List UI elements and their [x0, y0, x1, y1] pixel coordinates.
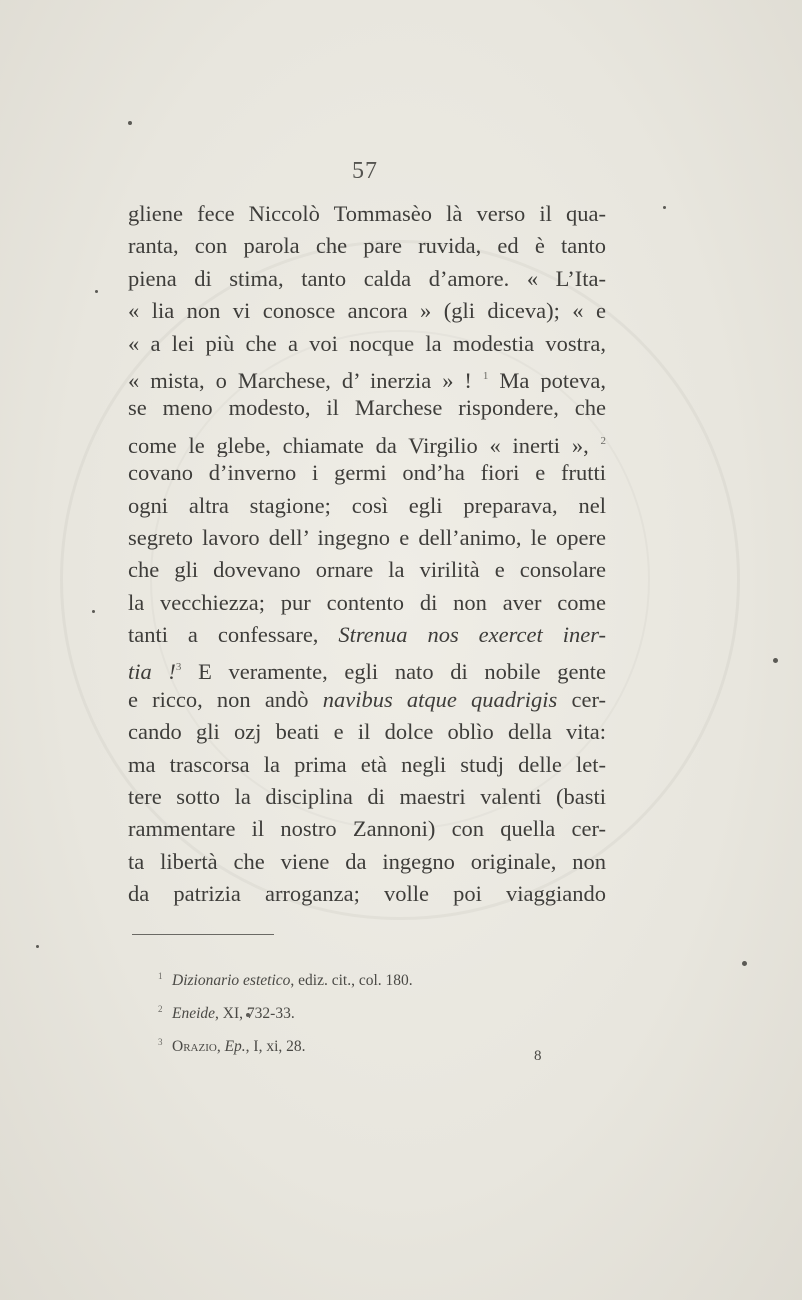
footnote-ref: 1: [482, 369, 489, 382]
text-line: se meno modesto, il Marchese rispondere, che: [128, 395, 606, 421]
footnote-separator: ,: [216, 1038, 225, 1055]
text-segment: e ricco, non andò: [128, 686, 323, 712]
footnote-title: Ep.: [224, 1038, 246, 1055]
footnote-ref: 2: [600, 434, 606, 447]
footnotes: [158, 962, 578, 1061]
page-number: 57: [352, 158, 378, 184]
paper-speck: [742, 961, 747, 966]
text-line: segreto lavoro dell’ ingegno e dell’animo, le opere: [128, 524, 606, 550]
text-line: covano d’inverno i germi ond’ha fiori e frutti: [128, 460, 606, 486]
footnote: [158, 962, 578, 995]
text-line: che gli dovevano ornare la virilità e consolare: [128, 557, 606, 583]
text-line: ogni altra stagione; così egli preparava, nel: [128, 492, 606, 518]
footnote-author: Orazio: [172, 1038, 217, 1055]
latin-quote: navibus atque quadrigis: [322, 686, 558, 712]
text-segment: cer-: [571, 686, 606, 712]
footnote-mark: 3: [158, 1037, 163, 1047]
text-line: [128, 619, 606, 651]
paper-speck: [663, 206, 666, 209]
text-line: [128, 360, 606, 392]
text-segment: E veramente, egli nato di nobile gente: [198, 659, 606, 684]
footnote-mark: 2: [158, 1004, 163, 1014]
latin-quote: tia !: [128, 659, 176, 684]
footnote: [158, 1028, 578, 1061]
footnote-rule: [132, 934, 274, 935]
text-line: cando gli ozj beati e il dolce oblìo della vita:: [128, 719, 606, 745]
footnote-text: , I, xi, 28.: [245, 1038, 306, 1055]
paper-speck: [773, 658, 778, 663]
text-line: gliene fece Niccolò Tommasèo là verso il qua-: [128, 201, 606, 226]
body-text: [128, 198, 606, 911]
paper-speck: [92, 610, 95, 613]
paper-speck: [128, 121, 132, 125]
text-line: tere sotto la disciplina di maestri valenti (basti: [128, 784, 606, 810]
text-line: rammentare il nostro Zannoni) con quella cer-: [128, 816, 606, 842]
footnote-ref: 3: [175, 661, 182, 674]
text-line: piena di stima, tanto calda d’amore. « L’Ita-: [128, 265, 606, 291]
text-segment: tanti a confessare,: [128, 622, 339, 648]
text-line: ma trascorsa la prima età negli studj delle let-: [128, 751, 606, 777]
text-line: la vecchiezza; pur contento di non aver come: [128, 589, 606, 615]
text-line: [128, 651, 606, 683]
text-line: « a lei più che a voi nocque la modestia vostra,: [128, 330, 606, 356]
text-line: « lia non vi conosce ancora » (gli diceva); « e: [128, 298, 606, 324]
footnote-title: Dizionario estetico: [172, 972, 291, 989]
footnote-text: , XI, 732-33.: [215, 1005, 295, 1022]
paper-speck: [95, 290, 98, 293]
text-segment: « mista, o Marchese, d’ inerzia » !: [128, 367, 483, 393]
footnote-title: Eneide: [172, 1005, 216, 1022]
text-line: [128, 425, 606, 457]
text-line: da patrizia arroganza; volle poi viaggiando: [128, 881, 606, 907]
text-segment: come le glebe, chiamate da Virgilio « inerti »,: [128, 432, 601, 458]
footnote-text: , ediz. cit., col. 180.: [290, 972, 413, 989]
text-line: ta libertà che viene da ingegno originale, non: [128, 848, 606, 874]
text-line: ranta, con parola che pare ruvida, ed è tanto: [128, 233, 606, 259]
footnote-mark: 1: [158, 971, 163, 981]
text-line: [128, 684, 606, 716]
signature-mark: 8: [534, 1048, 542, 1064]
footnote: [158, 995, 578, 1028]
paper-speck: [36, 945, 39, 948]
latin-quote: Strenua nos exercet iner-: [338, 622, 606, 648]
text-segment: Ma poteva,: [499, 367, 606, 393]
